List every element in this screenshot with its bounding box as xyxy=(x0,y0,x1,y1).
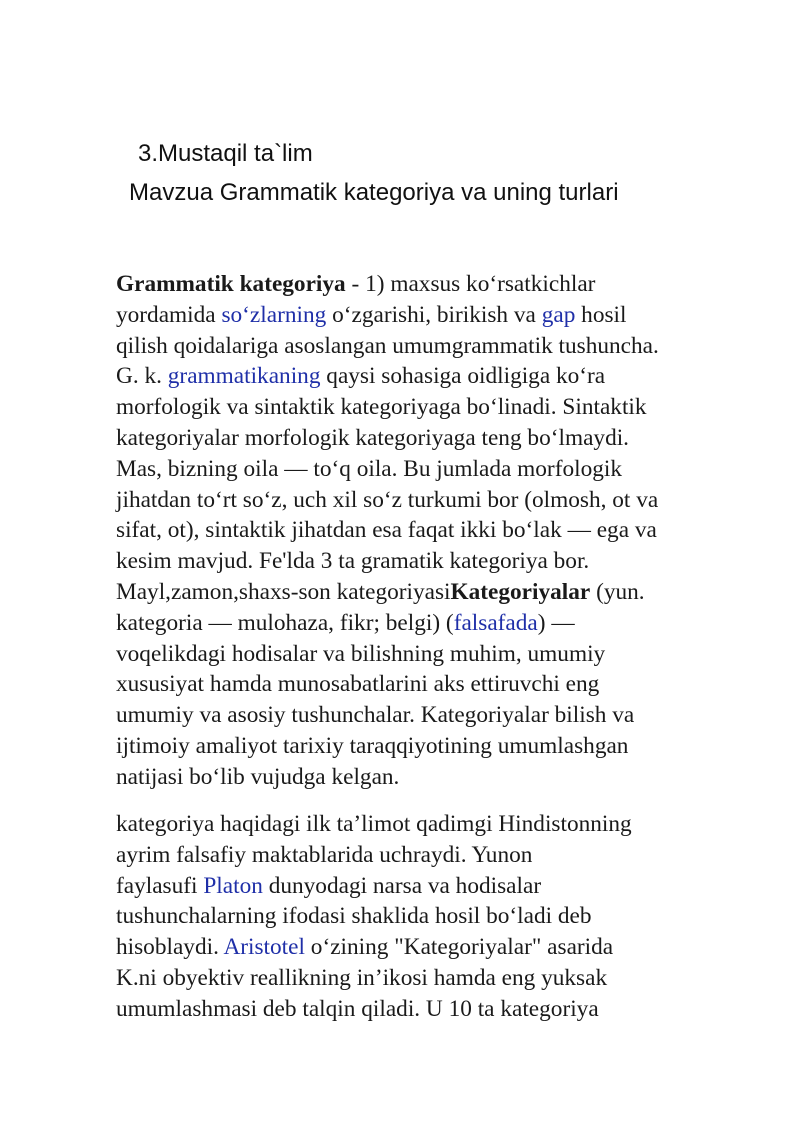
text-segment: - 1) maxsus ko‘rsatkichlar xyxy=(345,271,596,297)
text-line xyxy=(116,577,756,608)
text-segment: hosil xyxy=(575,301,627,328)
link-grammatikaning[interactable]: grammatikaning xyxy=(167,363,321,390)
text-segment: o‘zining "Kategoriyalar" asarida xyxy=(304,934,614,961)
text-segment: dunyodagi narsa va hodisalar xyxy=(262,872,542,899)
link-falsafada[interactable]: falsafada xyxy=(453,609,538,636)
text-segment: Mayl,zamon,shaxs-son kategoriyasi xyxy=(116,578,451,605)
paragraph-kategoriya-history xyxy=(116,809,756,1025)
link-gap[interactable]: gap xyxy=(541,301,576,328)
text-line: kategoriya haqidagi ilk ta’limot qadimgi Hindistonning xyxy=(116,811,632,837)
text-segment: o‘zgarishi, birikish va xyxy=(326,301,542,328)
text-line: kategoriyalar morfologik kategoriyaga teng bo‘lmaydi. xyxy=(116,424,630,451)
text-segment: kategoria — mulohaza, fikr; belgi) ( xyxy=(116,609,454,636)
link-sozlarning[interactable]: so‘zlarning xyxy=(221,301,327,328)
text-line: morfologik va sintaktik kategoriyaga bo‘linadi. Sintaktik xyxy=(116,394,647,421)
text-line: Mas, bizning oila — to‘q oila. Bu jumlada morfologik xyxy=(116,455,622,482)
text-line xyxy=(116,269,756,300)
topic-heading: Mavzua Grammatik kategoriya va uning turlari xyxy=(129,179,619,206)
text-segment: faylasufi xyxy=(116,872,204,899)
text-line: jihatdan to‘rt so‘z, uch xil so‘z turkumi bor (olmosh, ot va xyxy=(116,486,659,513)
text-line xyxy=(116,300,756,331)
text-line: qilish qoidalariga asoslangan umumgrammatik tushuncha. xyxy=(116,332,659,359)
text-line: sifat, ot), sintaktik jihatdan esa faqat ikki bo‘lak — ega va xyxy=(116,517,657,544)
text-line: K.ni obyektiv reallikning in’ikosi hamda eng yuksak xyxy=(116,964,608,991)
text-line xyxy=(116,608,756,639)
term-grammatik-kategoriya: Grammatik kategoriya xyxy=(116,271,346,297)
paragraph-grammatik-kategoriya xyxy=(116,269,756,793)
text-line: voqelikdagi hodisalar va bilishning muhim, umumiy xyxy=(116,640,606,667)
link-aristotel[interactable]: Aristotel xyxy=(223,934,305,961)
text-segment: ) — xyxy=(537,609,575,636)
text-segment: G. k. xyxy=(116,363,168,390)
term-kategoriyalar: Kategoriyalar xyxy=(450,578,591,605)
text-line: ijtimoiy amaliyot tarixiy taraqqiyotining umumlashgan xyxy=(116,732,629,759)
text-line: ayrim falsafiy maktablarida uchraydi. Yunon xyxy=(116,841,533,868)
text-line xyxy=(116,871,756,902)
text-line: umumlashmasi deb talqin qiladi. U 10 ta kategoriya xyxy=(116,995,599,1022)
text-segment: qaysi sohasiga oidligiga ko‘ra xyxy=(320,363,606,390)
text-line: xususiyat hamda munosabatlarini aks ettiruvchi eng xyxy=(116,671,600,698)
text-segment: (yun. xyxy=(590,578,645,605)
text-line xyxy=(116,932,756,963)
text-line: kesim mavjud. Fe'lda 3 ta gramatik kategoriya bor. xyxy=(116,548,590,575)
text-line xyxy=(116,361,756,392)
section-heading: 3.Mustaqil ta`lim xyxy=(138,140,313,167)
text-line: tushunchalarning ifodasi shaklida hosil bo‘ladi deb xyxy=(116,903,592,930)
link-platon[interactable]: Platon xyxy=(203,872,263,899)
text-segment: hisoblaydi. xyxy=(116,934,224,961)
text-line: natijasi bo‘lib vujudga kelgan. xyxy=(116,763,400,790)
text-segment: yordamida xyxy=(116,301,222,328)
text-line: umumiy va asosiy tushunchalar. Kategoriyalar bilish va xyxy=(116,702,635,729)
